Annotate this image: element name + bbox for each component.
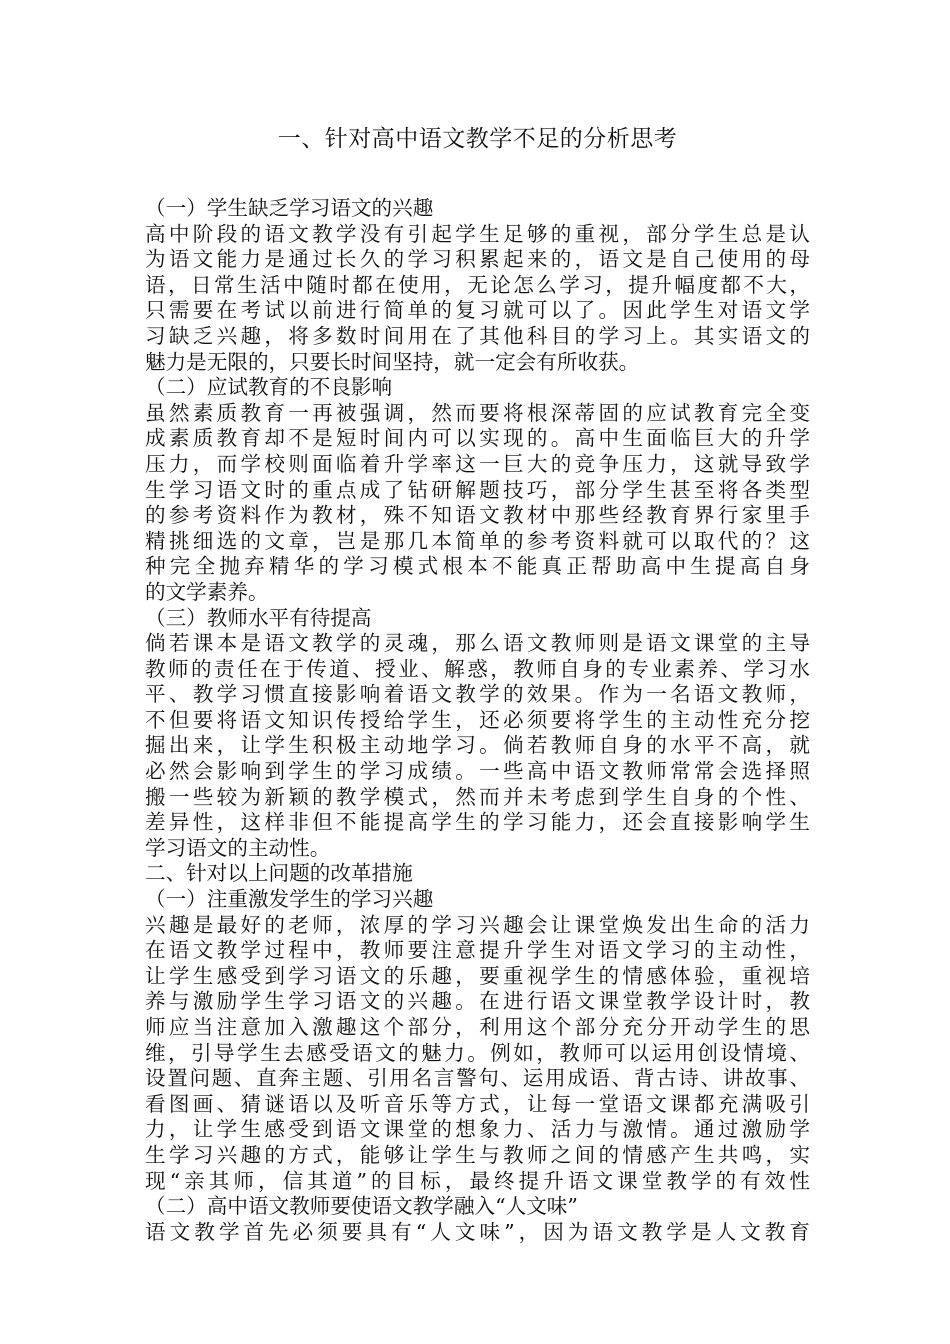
paragraph-line: 为语文能力是通过长久的学习积累起来的，语文是自己使用的母 [145,247,810,272]
paragraph-line: 搬一些较为新颖的教学模式，然而并未考虑到学生自身的个性、 [145,784,810,809]
paragraph-line: 的参考资料作为教材，殊不知语文教材中那些经教育界行家里手 [145,503,810,528]
paragraph-line: 魅力是无限的，只要长时间坚持，就一定会有所收获。 [145,349,640,374]
paragraph-line: 必然会影响到学生的学习成绩。一些高中语文教师常常会选择照 [145,759,810,784]
paragraph-line: 的文学素养。 [145,579,269,604]
paragraph-line: 平、教学习惯直接影响着语文教学的效果。作为一名语文教师， [145,682,810,707]
paragraph-line: 在语文教学过程中，教师要注意提升学生对语文学习的主动性， [145,938,810,963]
paragraph-line: 师应当注意加入激趣这个部分，利用这个部分充分开动学生的思 [145,1015,810,1039]
paragraph-line: 现“亲其师，信其道”的目标，最终提升语文课堂教学的有效性 [145,1168,810,1193]
document-body [145,196,810,1245]
paragraph-line: 维，引导学生去感受语文的魅力。例如，教师可以运用创设情境、 [145,1040,810,1065]
paragraph-line: 差异性，这样非但不能提高学生的学习能力，还会直接影响学生 [145,810,810,835]
paragraph-line: 倘若课本是语文教学的灵魂，那么语文教师则是语文课堂的主导 [145,631,810,656]
section-heading: （三）教师水平有待提高 [145,605,372,630]
paragraph-line: 设置问题、直奔主题、引用名言警句、运用成语、背古诗、讲故事、 [145,1066,810,1091]
section-heading: （二）应试教育的不良影响 [145,375,393,400]
section-heading: （一）注重激发学生的学习兴趣 [145,887,434,912]
paragraph-line: 掘出来，让学生积极主动地学习。倘若教师自身的水平不高，就 [145,733,810,758]
section-heading: （二）高中语文教师要使语文教学融入“人文味” [145,1194,578,1219]
paragraph-line: 语文教学首先必须要具有“人文味”，因为语文教学是人文教育 [145,1219,810,1244]
paragraph-line: 力，让学生感受到语文课堂的想象力、活力与激情。通过激励学 [145,1117,810,1142]
paragraph-line: 成素质教育却不是短时间内可以实现的。高中生面临巨大的升学 [145,426,810,451]
page-title: 一、针对高中语文教学不足的分析思考 [277,126,678,152]
paragraph-line: 不但要将语文知识传授给学生，还必须要将学生的主动性充分挖 [145,707,810,732]
paragraph-line: 只需要在考试以前进行简单的复习就可以了。因此学生对语文学 [145,298,810,323]
paragraph-line: 生学习兴趣的方式，能够让学生与教师之间的情感产生共鸣，实 [145,1142,810,1167]
paragraph-line: 高中阶段的语文教学没有引起学生足够的重视，部分学生总是认 [145,221,810,246]
paragraph-line: 学习语文的主动性。 [145,835,331,860]
paragraph-line: 压力，而学校则面临着升学率这一巨大的竞争压力，这就导致学 [145,451,810,476]
paragraph-line: 精挑细选的文章，岂是那几本简单的参考资料就可以取代的？这 [145,528,810,553]
paragraph-line: 让学生感受到学习语文的乐趣，要重视学生的情感体验，重视培 [145,963,810,988]
paragraph-line: 养与激励学生学习语文的兴趣。在进行语文课堂教学设计时，教 [145,989,810,1014]
paragraph-line: 教师的责任在于传道、授业、解惑，教师自身的专业素养、学习水 [145,656,810,681]
paragraph-line: 看图画、猜谜语以及听音乐等方式，让每一堂语文课都充满吸引 [145,1091,810,1116]
paragraph-line: 种完全抛弃精华的学习模式根本不能真正帮助高中生提高自身 [145,554,810,579]
section-heading: 二、针对以上问题的改革措施 [145,861,413,886]
section-heading: （一）学生缺乏学习语文的兴趣 [145,196,434,220]
paragraph-line: 习缺乏兴趣，将多数时间用在了其他科目的学习上。其实语文的 [145,323,810,348]
paragraph-line: 兴趣是最好的老师，浓厚的学习兴趣会让课堂焕发出生命的活力 [145,912,810,937]
paragraph-line: 虽然素质教育一再被强调，然而要将根深蒂固的应试教育完全变 [145,400,810,425]
paragraph-line: 语，日常生活中随时都在使用，无论怎么学习，提升幅度都不大， [145,272,810,297]
paragraph-line: 生学习语文时的重点成了钻研解题技巧，部分学生甚至将各类型 [145,477,810,502]
